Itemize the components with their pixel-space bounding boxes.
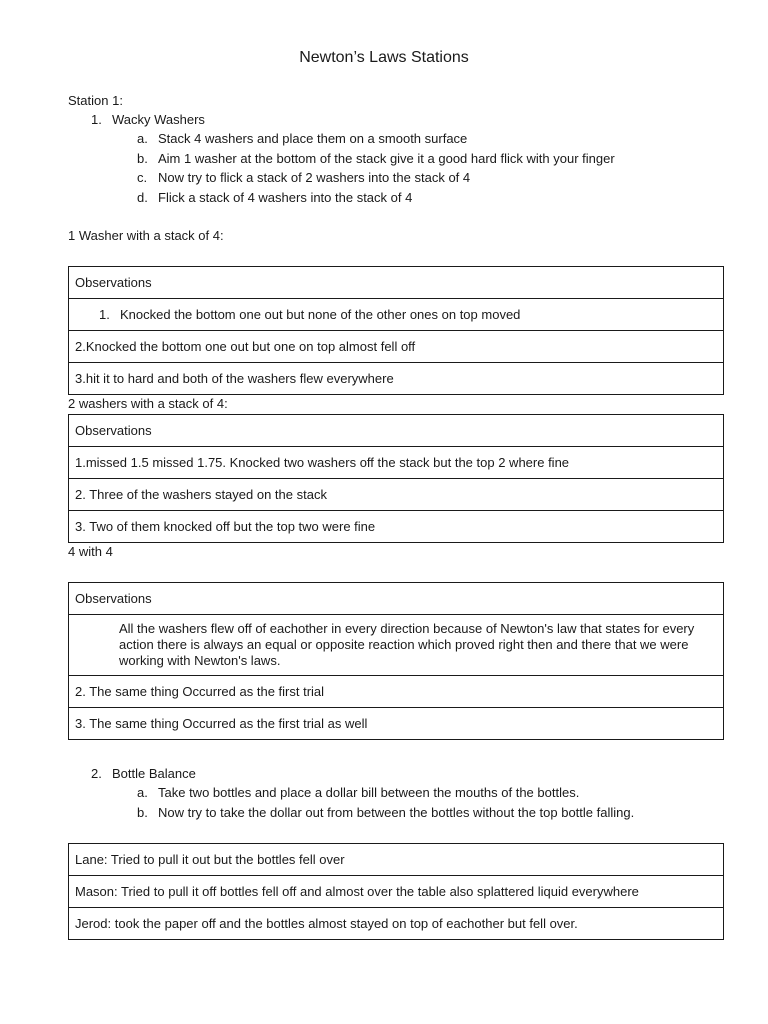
table-cell: Lane: Tried to pull it out but the bottles fell over: [69, 844, 724, 876]
table-row: [69, 363, 724, 395]
table-row: [69, 511, 724, 543]
table-row: [69, 299, 724, 331]
step-marker: c.: [137, 170, 148, 185]
activity-1-name: Wacky Washers: [112, 112, 205, 127]
table-row: [69, 331, 724, 363]
activity-1-number: 1.: [91, 112, 102, 127]
table-cell: 1.missed 1.5 missed 1.75. Knocked two washers off the stack but the top 2 where fine: [69, 447, 724, 479]
table-cell: 3. The same thing Occurred as the first trial as well: [69, 708, 724, 740]
activity-1-step: [137, 131, 467, 147]
table-row: [69, 267, 724, 299]
step-marker: b.: [137, 805, 148, 820]
station-heading: Station 1:: [68, 93, 123, 108]
document-title: Newton’s Laws Stations: [299, 49, 469, 66]
row-text: Knocked the bottom one out but none of the other ones on top moved: [120, 306, 521, 322]
step-text: Aim 1 washer at the bottom of the stack give it a good hard flick with your finger: [158, 151, 615, 166]
table-row: [69, 708, 724, 740]
step-text: Flick a stack of 4 washers into the stack of 4: [158, 190, 413, 205]
activity-1-step: [137, 190, 412, 206]
table-cell: 2. The same thing Occurred as the first trial: [69, 676, 724, 708]
activity-2-name: Bottle Balance: [112, 766, 196, 781]
table-header-cell: Observations: [69, 583, 724, 615]
step-text: Now try to flick a stack of 2 washers into the stack of 4: [158, 170, 471, 185]
step-text: Now try to take the dollar out from between the bottles without the top bottle falling.: [158, 805, 635, 820]
activity-1-step: [137, 151, 615, 167]
table-cell: [69, 299, 724, 331]
observations-table-2: [68, 414, 724, 543]
table-cell: 2. Three of the washers stayed on the stack: [69, 479, 724, 511]
step-marker: a.: [137, 131, 148, 146]
step-text: Take two bottles and place a dollar bill between the mouths of the bottles.: [158, 785, 580, 800]
table-row: [69, 908, 724, 940]
activity-2-step: [137, 785, 579, 801]
table-row: [69, 844, 724, 876]
table-row: [69, 479, 724, 511]
step-text: Stack 4 washers and place them on a smooth surface: [158, 131, 468, 146]
table-header-cell: Observations: [69, 415, 724, 447]
table-row: [69, 583, 724, 615]
activity-1-step: [137, 170, 470, 186]
table-cell: 3. Two of them knocked off but the top two were fine: [69, 511, 724, 543]
table-cell: Mason: Tried to pull it off bottles fell off and almost over the table also splattered liquid everywhere: [69, 876, 724, 908]
table-row: [69, 615, 724, 676]
table-row: [69, 415, 724, 447]
table-cell: 3.hit it to hard and both of the washers flew everywhere: [69, 363, 724, 395]
table-row: [69, 447, 724, 479]
step-marker: b.: [137, 151, 148, 166]
table-1-caption: 1 Washer with a stack of 4:: [68, 228, 224, 243]
observations-table-3: [68, 582, 724, 740]
table-row: [69, 876, 724, 908]
row-number: 1.: [99, 306, 110, 322]
table-3-caption: 4 with 4: [68, 544, 113, 559]
activity-2-heading: [91, 766, 196, 782]
step-marker: d.: [137, 190, 148, 205]
step-marker: a.: [137, 785, 148, 800]
bottle-results-table: [68, 843, 724, 940]
table-cell: Jerod: took the paper off and the bottles almost stayed on top of eachother but fell over.: [69, 908, 724, 940]
observations-table-1: [68, 266, 724, 395]
table-row: [69, 676, 724, 708]
table-header-cell: Observations: [69, 267, 724, 299]
activity-2-step: [137, 805, 634, 821]
table-2-caption: 2 washers with a stack of 4:: [68, 396, 228, 411]
table-cell-paragraph: All the washers flew off of eachother in every direction because of Newton's law that states for every action there is always an equal or opposite reaction which proved right then and there that we were working with Newton's laws.: [69, 615, 724, 676]
table-cell: 2.Knocked the bottom one out but one on top almost fell off: [69, 331, 724, 363]
activity-1-heading: [91, 112, 205, 128]
activity-2-number: 2.: [91, 766, 102, 781]
